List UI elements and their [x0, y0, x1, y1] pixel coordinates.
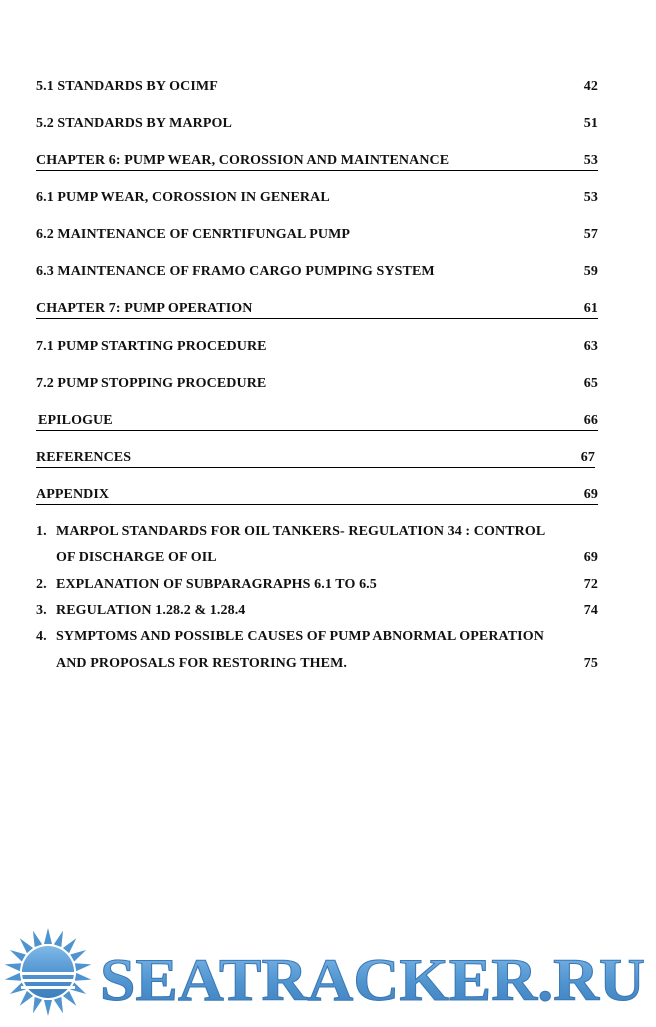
toc-entry-7-2[interactable] — [36, 375, 598, 393]
appendix-item-3[interactable] — [36, 602, 598, 620]
appendix-item-number: 4. — [36, 629, 47, 644]
toc-entry-chapter-7[interactable] — [36, 300, 598, 319]
seatracker-watermark — [0, 920, 656, 1022]
toc-page-number: 65 — [583, 376, 598, 391]
toc-title: 6.3 MAINTENANCE OF FRAMO CARGO PUMPING SYSTEM — [36, 264, 435, 279]
appendix-item-title: REGULATION 1.28.2 & 1.28.4 — [56, 603, 246, 618]
toc-page-number: 51 — [583, 116, 598, 131]
appendix-item-number: 3. — [36, 603, 47, 618]
toc-entry-epilogue[interactable] — [36, 412, 598, 431]
toc-page-number: 69 — [583, 550, 598, 565]
toc-entry-chapter-6[interactable] — [36, 152, 598, 171]
toc-entry-5-2[interactable] — [36, 115, 598, 133]
toc-title: CHAPTER 6: PUMP WEAR, COROSSION AND MAINTENANCE — [36, 153, 450, 168]
toc-entry-6-1[interactable] — [36, 189, 598, 207]
toc-title: EPILOGUE — [38, 413, 113, 428]
toc-page-number: 53 — [583, 190, 598, 205]
toc-page-number: 61 — [583, 301, 598, 316]
appendix-item-4-continued[interactable] — [36, 655, 598, 673]
toc-page-number: 67 — [580, 450, 595, 465]
appendix-item-title: MARPOL STANDARDS FOR OIL TANKERS- REGULATION 34 : CONTROL — [56, 524, 546, 539]
toc-entry-7-1[interactable] — [36, 338, 598, 356]
toc-page-number: 69 — [583, 487, 598, 502]
appendix-item-1[interactable] — [36, 523, 598, 541]
appendix-item-number: 1. — [36, 524, 47, 539]
toc-page-number: 42 — [583, 79, 598, 94]
toc-page-number: 59 — [583, 264, 598, 279]
watermark-graphic — [0, 920, 656, 1022]
toc-title: 5.1 STANDARDS BY OCIMF — [36, 79, 218, 94]
toc-title: 7.1 PUMP STARTING PROCEDURE — [36, 339, 267, 354]
toc-title: APPENDIX — [36, 487, 110, 502]
sun-icon — [4, 928, 92, 1016]
appendix-item-1-continued[interactable] — [36, 549, 598, 567]
appendix-item-2[interactable] — [36, 576, 598, 594]
appendix-item-4[interactable] — [36, 628, 598, 646]
toc-entry-6-2[interactable] — [36, 226, 598, 244]
toc-title: 5.2 STANDARDS BY MARPOL — [36, 116, 232, 131]
toc-title: 7.2 PUMP STOPPING PROCEDURE — [36, 376, 267, 391]
toc-entry-appendix[interactable] — [36, 486, 598, 505]
toc-page-number: 57 — [583, 227, 598, 242]
appendix-item-title: OF DISCHARGE OF OIL — [56, 550, 217, 565]
toc-title: REFERENCES — [36, 450, 132, 465]
toc-title: CHAPTER 7: PUMP OPERATION — [36, 301, 253, 316]
toc-page-number: 66 — [583, 413, 598, 428]
appendix-item-title: AND PROPOSALS FOR RESTORING THEM. — [56, 656, 347, 671]
toc-page-number: 75 — [583, 656, 598, 671]
toc-page-number: 74 — [583, 603, 598, 618]
toc-entry-references[interactable] — [36, 449, 595, 468]
appendix-item-title: EXPLANATION OF SUBPARAGRAPHS 6.1 TO 6.5 — [56, 577, 377, 592]
toc-title: 6.1 PUMP WEAR, COROSSION IN GENERAL — [36, 190, 330, 205]
toc-entry-6-3[interactable] — [36, 263, 598, 281]
appendix-item-title: SYMPTOMS AND POSSIBLE CAUSES OF PUMP ABNORMAL OPERATION — [56, 629, 544, 644]
toc-page-number: 72 — [583, 577, 598, 592]
toc-entry-5-1[interactable] — [36, 78, 598, 96]
watermark-text: SEATRACKER.RU — [100, 947, 645, 1013]
toc-page-number: 53 — [583, 153, 598, 168]
appendix-item-number: 2. — [36, 577, 47, 592]
toc-page-number: 63 — [583, 339, 598, 354]
toc-title: 6.2 MAINTENANCE OF CENRTIFUNGAL PUMP — [36, 227, 351, 242]
